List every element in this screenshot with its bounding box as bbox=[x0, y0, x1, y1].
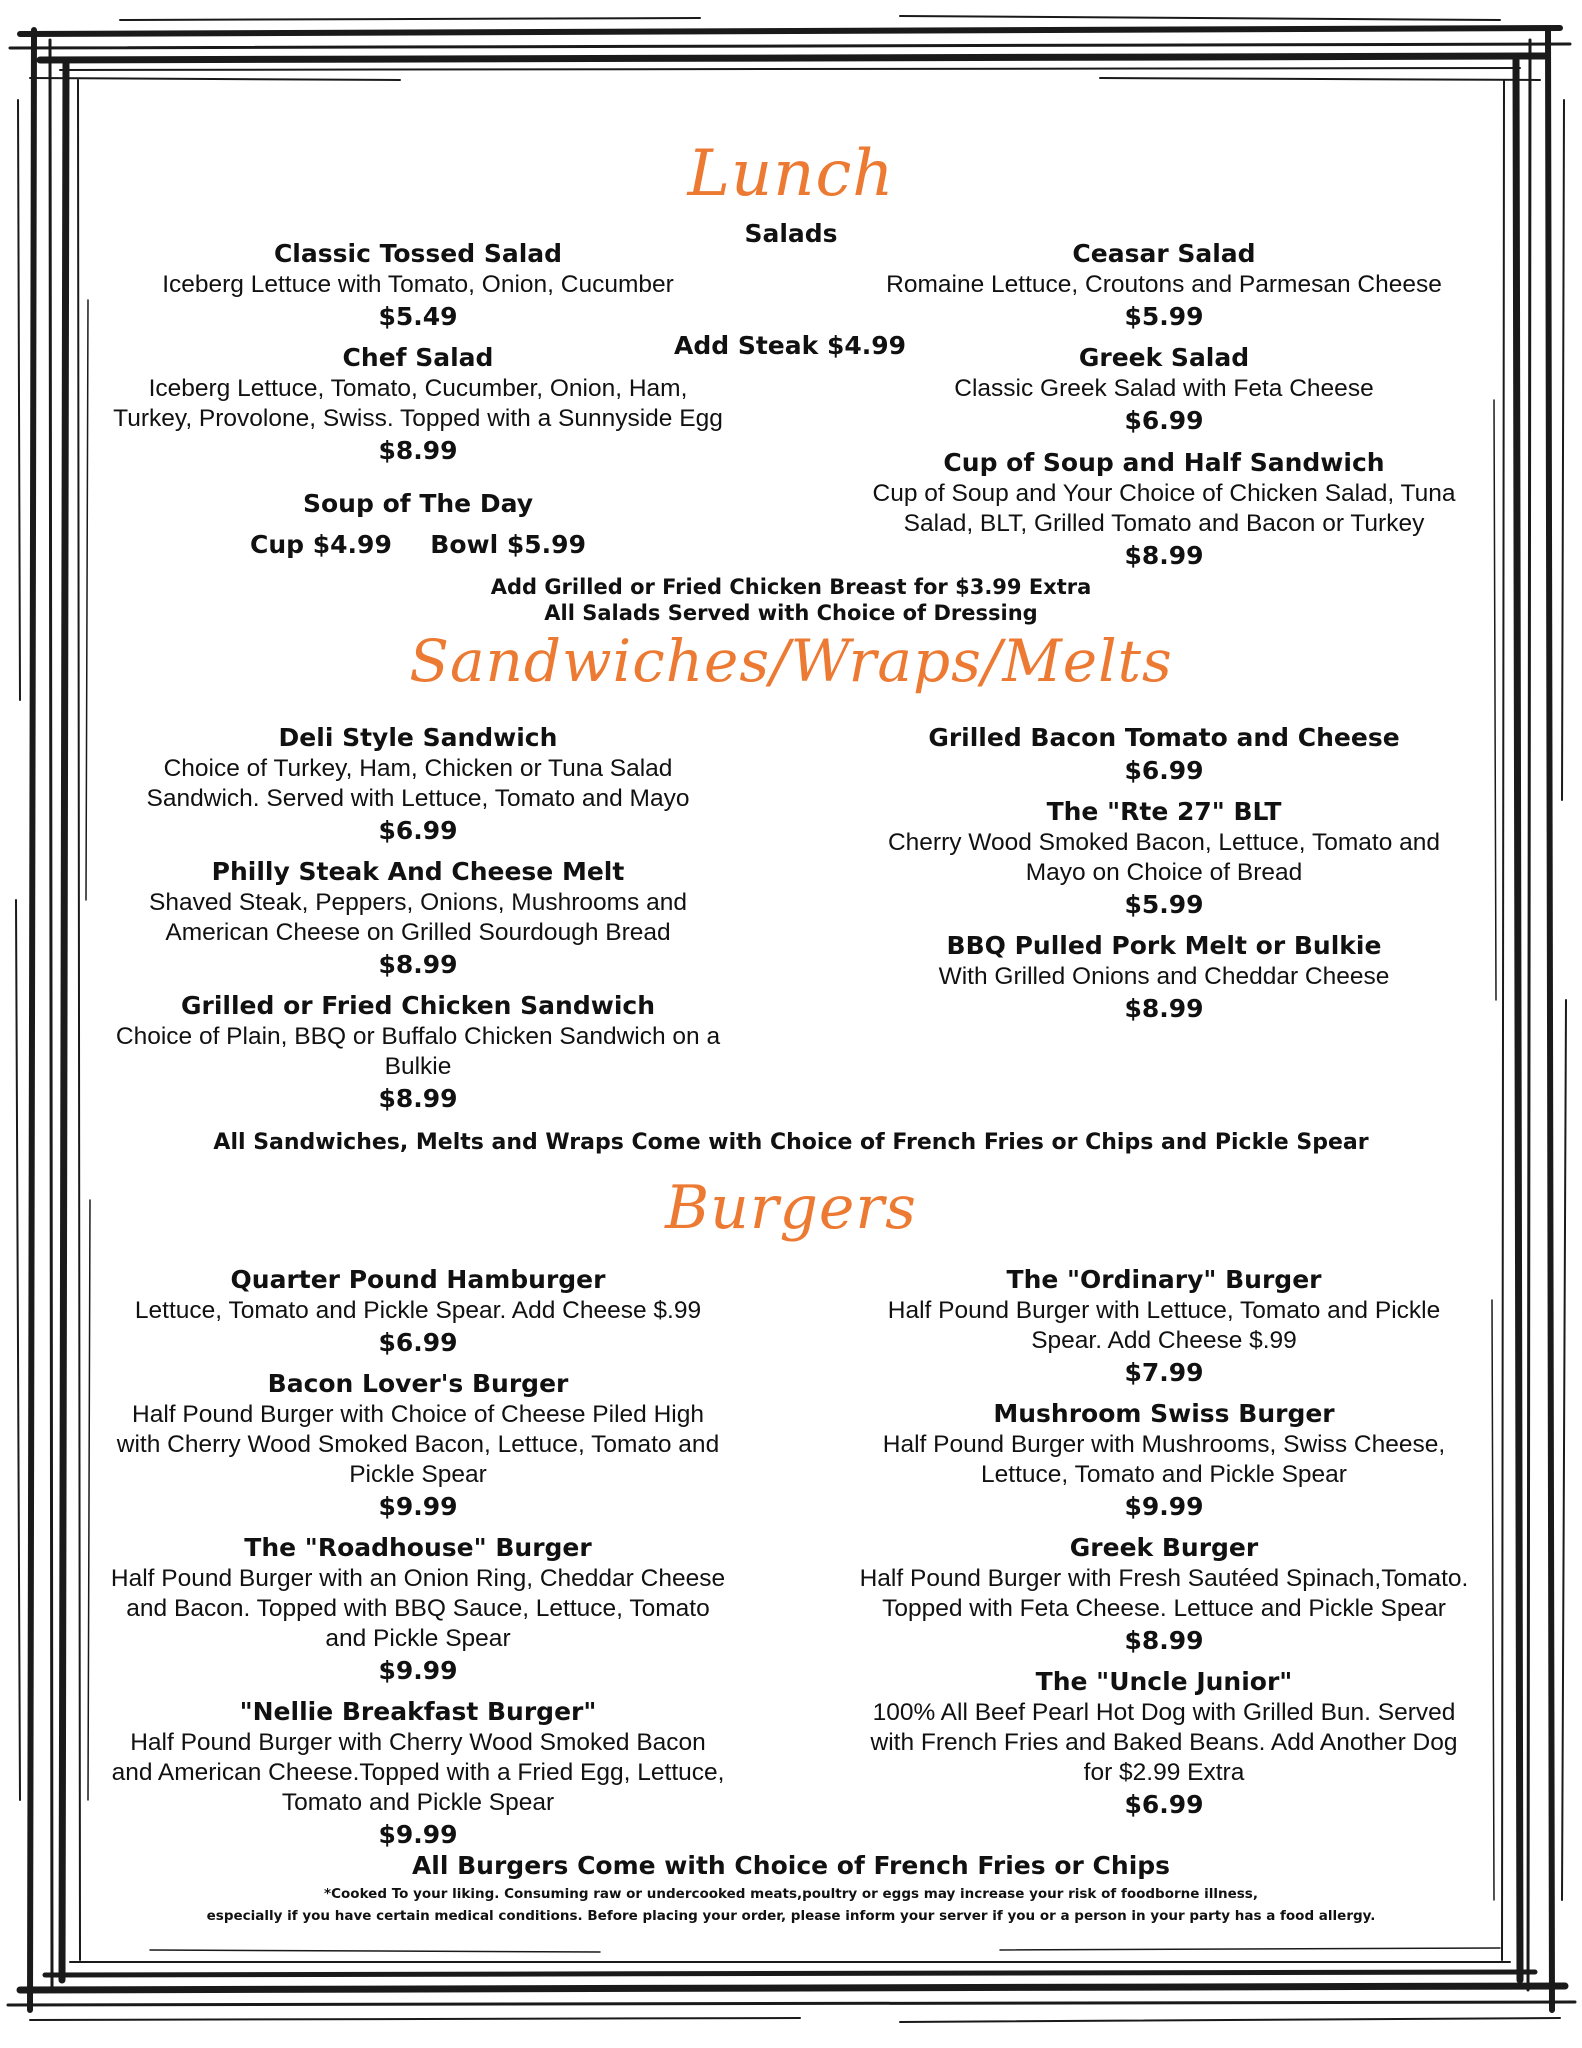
item-description: and Pickle Spear bbox=[325, 1625, 511, 1652]
disclaimer-line-2: especially if you have certain medical conditions. Before placing your order, please inform your server if you or a person in your party has a food allergy. bbox=[206, 1908, 1376, 1924]
item-price: $5.99 bbox=[1124, 302, 1204, 331]
item-description: Half Pound Burger with an Onion Ring, Cheddar Cheese bbox=[110, 1565, 726, 1592]
sandwiches-heading: Sandwiches/Wraps/Melts bbox=[409, 627, 1173, 695]
item-name: Greek Burger bbox=[1069, 1533, 1259, 1562]
item-name: BBQ Pulled Pork Melt or Bulkie bbox=[946, 931, 1382, 960]
item-price: $5.99 bbox=[1124, 890, 1204, 919]
item-price: $6.99 bbox=[1124, 756, 1204, 785]
item-description: Salad, BLT, Grilled Tomato and Bacon or Turkey bbox=[903, 510, 1425, 537]
bowl-price: Bowl $5.99 bbox=[430, 530, 586, 559]
item-name: Grilled or Fried Chicken Sandwich bbox=[180, 991, 656, 1020]
item-description: Pickle Spear bbox=[349, 1461, 487, 1488]
item-description: Half Pound Burger with Lettuce, Tomato and Pickle bbox=[887, 1297, 1441, 1324]
menu-item-rte27-blt bbox=[830, 796, 1498, 922]
menu-item-ordinary-burger bbox=[830, 1264, 1498, 1390]
item-description: Iceberg Lettuce with Tomato, Onion, Cucumber bbox=[162, 271, 674, 298]
menu-item-classic-tossed-salad bbox=[88, 238, 748, 334]
item-description: Topped with Feta Cheese. Lettuce and Pickle Spear bbox=[882, 1595, 1446, 1622]
menu-item-roadhouse-burger bbox=[88, 1532, 748, 1688]
item-description: Half Pound Burger with Fresh Sautéed Spinach,Tomato. bbox=[859, 1565, 1469, 1592]
item-price: $9.99 bbox=[378, 1820, 458, 1849]
menu-item-greek-salad bbox=[830, 342, 1498, 438]
item-name: Mushroom Swiss Burger bbox=[993, 1399, 1335, 1428]
item-description: Shaved Steak, Peppers, Onions, Mushrooms and bbox=[149, 889, 687, 916]
item-name: Bacon Lover's Burger bbox=[267, 1369, 569, 1398]
item-description: Turkey, Provolone, Swiss. Topped with a Sunnyside Egg bbox=[113, 405, 723, 432]
menu-item-grilled-bacon-tomato-cheese bbox=[830, 722, 1498, 788]
item-description: Cherry Wood Smoked Bacon, Lettuce, Tomato and bbox=[887, 829, 1440, 856]
item-description: Classic Greek Salad with Feta Cheese bbox=[954, 375, 1374, 402]
burgers-heading: Burgers bbox=[665, 1173, 917, 1243]
item-description: Lettuce, Tomato and Pickle Spear bbox=[981, 1461, 1347, 1488]
lunch-heading: Lunch bbox=[687, 137, 895, 211]
item-description: with French Fries and Baked Beans. Add Another Dog bbox=[870, 1729, 1458, 1756]
item-name: Classic Tossed Salad bbox=[273, 239, 563, 268]
menu-item-philly-steak bbox=[88, 856, 748, 982]
item-price: $6.99 bbox=[378, 816, 458, 845]
item-name: Quarter Pound Hamburger bbox=[230, 1265, 606, 1294]
item-name: Cup of Soup and Half Sandwich bbox=[943, 448, 1385, 477]
item-name: "Nellie Breakfast Burger" bbox=[239, 1697, 597, 1726]
item-price: $6.99 bbox=[1124, 406, 1204, 435]
item-description: for $2.99 Extra bbox=[1083, 1759, 1245, 1786]
item-name: Soup of The Day bbox=[303, 489, 533, 518]
menu-item-soup-half-sandwich bbox=[830, 447, 1498, 573]
item-name: The "Rte 27" BLT bbox=[1046, 797, 1282, 826]
menu-item-nellie-breakfast-burger bbox=[88, 1696, 748, 1852]
item-description: 100% All Beef Pearl Hot Dog with Grilled Bun. Served bbox=[872, 1699, 1456, 1726]
menu-item-uncle-junior bbox=[830, 1666, 1498, 1822]
item-description: with Cherry Wood Smoked Bacon, Lettuce, Tomato and bbox=[116, 1431, 720, 1458]
item-description: Iceberg Lettuce, Tomato, Cucumber, Onion, Ham, bbox=[148, 375, 688, 402]
item-description: Half Pound Burger with Choice of Cheese Piled High bbox=[132, 1401, 704, 1428]
item-description: and American Cheese.Topped with a Fried Egg, Lettuce, bbox=[111, 1759, 725, 1786]
item-price: $5.49 bbox=[378, 302, 458, 331]
item-price: $8.99 bbox=[1124, 1626, 1204, 1655]
item-name: Greek Salad bbox=[1078, 343, 1250, 372]
sandwiches-note: All Sandwiches, Melts and Wraps Come with Choice of French Fries or Chips and Pickle Spear bbox=[213, 1130, 1369, 1155]
item-price: $8.99 bbox=[1124, 994, 1204, 1023]
menu-item-deli-sandwich bbox=[88, 722, 748, 848]
item-name: The "Roadhouse" Burger bbox=[244, 1533, 592, 1562]
menu-item-mushroom-swiss-burger bbox=[830, 1398, 1498, 1524]
item-price: $9.99 bbox=[378, 1656, 458, 1685]
item-description: Lettuce, Tomato and Pickle Spear. Add Cheese $.99 bbox=[134, 1297, 702, 1324]
item-name: Chef Salad bbox=[342, 343, 494, 372]
item-description: American Cheese on Grilled Sourdough Bread bbox=[165, 919, 671, 946]
item-description: Choice of Turkey, Ham, Chicken or Tuna Salad bbox=[163, 755, 673, 782]
item-name: Ceasar Salad bbox=[1072, 239, 1256, 268]
disclaimer-line-1: *Cooked To your liking. Consuming raw or undercooked meats,poultry or eggs may increase your risk of foodborne illness, bbox=[324, 1886, 1258, 1902]
item-description: Mayo on Choice of Bread bbox=[1025, 859, 1303, 886]
item-description: With Grilled Onions and Cheddar Cheese bbox=[938, 963, 1390, 990]
item-description: Half Pound Burger with Cherry Wood Smoked Bacon bbox=[130, 1729, 706, 1756]
item-description: Choice of Plain, BBQ or Buffalo Chicken Sandwich on a bbox=[115, 1023, 721, 1050]
item-name: Deli Style Sandwich bbox=[278, 723, 558, 752]
item-description: Bulkie bbox=[384, 1053, 452, 1080]
item-price: $9.99 bbox=[1124, 1492, 1204, 1521]
item-name: Philly Steak And Cheese Melt bbox=[211, 857, 625, 886]
item-description: and Bacon. Topped with BBQ Sauce, Lettuce, Tomato bbox=[126, 1595, 710, 1622]
menu-item-greek-burger bbox=[830, 1532, 1498, 1658]
item-price: $6.99 bbox=[1124, 1790, 1204, 1819]
add-steak-note: Add Steak $4.99 bbox=[673, 331, 907, 360]
item-price: $6.99 bbox=[378, 1328, 458, 1357]
menu-item-quarter-pound-hamburger bbox=[88, 1264, 748, 1360]
item-description: Tomato and Pickle Spear bbox=[281, 1789, 555, 1816]
burgers-note: All Burgers Come with Choice of French Fries or Chips bbox=[411, 1851, 1171, 1880]
menu-item-ceasar-salad bbox=[830, 238, 1498, 334]
item-name: The "Uncle Junior" bbox=[1035, 1667, 1293, 1696]
item-name: Grilled Bacon Tomato and Cheese bbox=[928, 723, 1400, 752]
menu-item-bbq-pulled-pork bbox=[830, 930, 1498, 1026]
item-price: $8.99 bbox=[378, 1084, 458, 1113]
salads-note-chicken: Add Grilled or Fried Chicken Breast for $3.99 Extra bbox=[490, 575, 1092, 599]
item-description: Half Pound Burger with Mushrooms, Swiss Cheese, bbox=[882, 1431, 1446, 1458]
item-price: $9.99 bbox=[378, 1492, 458, 1521]
item-price: $8.99 bbox=[378, 436, 458, 465]
salads-label: Salads bbox=[744, 219, 838, 248]
menu-item-soup-of-the-day bbox=[88, 488, 748, 562]
item-description: Cup of Soup and Your Choice of Chicken Salad, Tuna bbox=[872, 480, 1456, 507]
item-price: $8.99 bbox=[1124, 541, 1204, 570]
item-description: Sandwich. Served with Lettuce, Tomato and Mayo bbox=[146, 785, 690, 812]
item-price: $7.99 bbox=[1124, 1358, 1204, 1387]
menu-item-chicken-sandwich bbox=[88, 990, 748, 1116]
salads-note-dressing: All Salads Served with Choice of Dressing bbox=[544, 601, 1038, 625]
item-description: Spear. Add Cheese $.99 bbox=[1031, 1327, 1297, 1354]
cup-price: Cup $4.99 bbox=[250, 530, 392, 559]
item-price: $8.99 bbox=[378, 950, 458, 979]
item-description: Romaine Lettuce, Croutons and Parmesan Cheese bbox=[886, 271, 1442, 298]
menu-item-bacon-lovers-burger bbox=[88, 1368, 748, 1524]
item-name: The "Ordinary" Burger bbox=[1006, 1265, 1322, 1294]
